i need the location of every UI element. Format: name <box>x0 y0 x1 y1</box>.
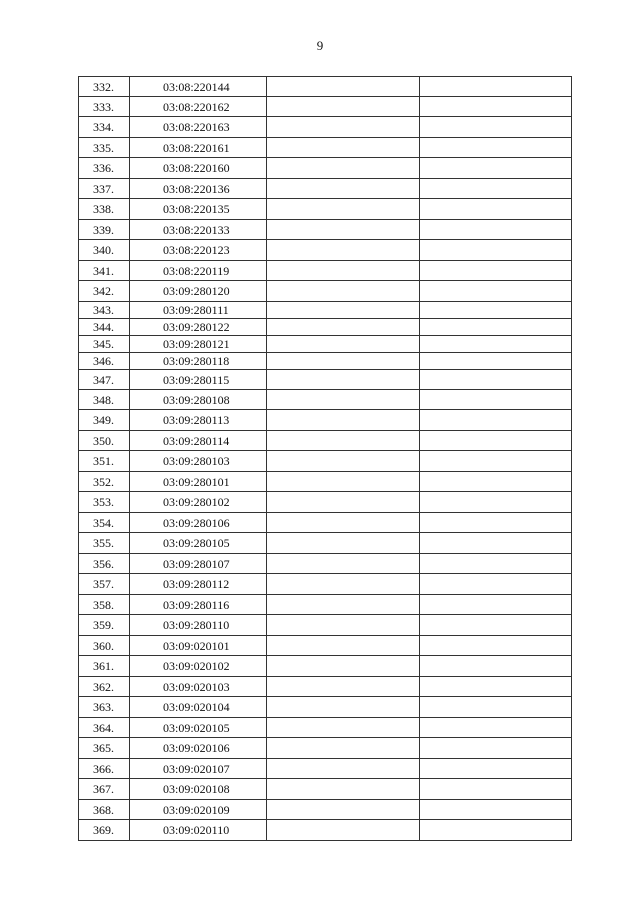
row-number-cell: 366. <box>79 759 130 779</box>
row-number-cell: 362. <box>79 677 130 697</box>
empty-cell <box>420 319 572 336</box>
empty-cell <box>420 677 572 697</box>
empty-cell <box>267 158 420 179</box>
empty-cell <box>420 431 572 451</box>
table-row <box>79 800 572 820</box>
table-row <box>79 117 572 138</box>
row-number-cell: 355. <box>79 533 130 554</box>
page-number: 9 <box>316 38 324 53</box>
empty-cell <box>267 319 420 336</box>
empty-cell <box>420 97 572 117</box>
table-row <box>79 595 572 615</box>
cadastral-code-cell: 03:09:020109 <box>130 800 267 820</box>
empty-cell <box>267 138 420 158</box>
empty-cell <box>420 533 572 554</box>
row-number-cell: 368. <box>79 800 130 820</box>
empty-cell <box>420 370 572 390</box>
row-number-cell: 353. <box>79 492 130 513</box>
row-number-cell: 363. <box>79 697 130 718</box>
row-number-cell: 351. <box>79 451 130 472</box>
empty-cell <box>267 179 420 199</box>
empty-cell <box>267 261 420 281</box>
row-number-cell: 342. <box>79 281 130 302</box>
empty-cell <box>420 759 572 779</box>
empty-cell <box>267 615 420 636</box>
cadastral-code-cell: 03:09:020110 <box>130 820 267 841</box>
table-row <box>79 77 572 97</box>
cadastral-code-cell: 03:08:220123 <box>130 240 267 261</box>
empty-cell <box>420 220 572 240</box>
empty-cell <box>420 336 572 353</box>
cadastral-code-cell: 03:09:280120 <box>130 281 267 302</box>
table-row <box>79 410 572 431</box>
cadastral-code-cell: 03:09:020106 <box>130 738 267 759</box>
empty-cell <box>420 138 572 158</box>
row-number-cell: 334. <box>79 117 130 138</box>
cadastral-code-cell: 03:09:020101 <box>130 636 267 656</box>
cadastral-code-cell: 03:09:020103 <box>130 677 267 697</box>
cadastral-code-cell: 03:09:280118 <box>130 353 267 370</box>
empty-cell <box>420 738 572 759</box>
empty-cell <box>267 718 420 738</box>
row-number-cell: 335. <box>79 138 130 158</box>
table-body <box>79 77 572 841</box>
row-number-cell: 344. <box>79 319 130 336</box>
row-number-cell: 345. <box>79 336 130 353</box>
empty-cell <box>420 410 572 431</box>
row-number-cell: 341. <box>79 261 130 281</box>
empty-cell <box>420 353 572 370</box>
cadastral-code-cell: 03:09:280111 <box>130 302 267 319</box>
cadastral-code-cell: 03:08:220160 <box>130 158 267 179</box>
empty-cell <box>267 451 420 472</box>
empty-cell <box>267 353 420 370</box>
empty-cell <box>420 117 572 138</box>
cadastre-table <box>78 76 572 841</box>
empty-cell <box>420 281 572 302</box>
cadastral-code-cell: 03:08:220135 <box>130 199 267 220</box>
row-number-cell: 338. <box>79 199 130 220</box>
table-row <box>79 390 572 410</box>
empty-cell <box>267 759 420 779</box>
row-number-cell: 336. <box>79 158 130 179</box>
row-number-cell: 357. <box>79 574 130 595</box>
empty-cell <box>420 261 572 281</box>
empty-cell <box>267 220 420 240</box>
table-row <box>79 820 572 841</box>
table-row <box>79 554 572 574</box>
empty-cell <box>267 554 420 574</box>
cadastral-code-cell: 03:08:220144 <box>130 77 267 97</box>
table-row <box>79 302 572 319</box>
table-row <box>79 779 572 800</box>
empty-cell <box>420 718 572 738</box>
empty-cell <box>267 336 420 353</box>
row-number-cell: 339. <box>79 220 130 240</box>
empty-cell <box>267 370 420 390</box>
cadastral-code-cell: 03:09:280105 <box>130 533 267 554</box>
table-row <box>79 220 572 240</box>
row-number-cell: 352. <box>79 472 130 492</box>
row-number-cell: 347. <box>79 370 130 390</box>
empty-cell <box>420 554 572 574</box>
empty-cell <box>267 199 420 220</box>
row-number-cell: 369. <box>79 820 130 841</box>
empty-cell <box>420 513 572 533</box>
table-row <box>79 513 572 533</box>
row-number-cell: 358. <box>79 595 130 615</box>
empty-cell <box>267 656 420 677</box>
row-number-cell: 340. <box>79 240 130 261</box>
row-number-cell: 359. <box>79 615 130 636</box>
empty-cell <box>267 820 420 841</box>
cadastral-code-cell: 03:08:220161 <box>130 138 267 158</box>
empty-cell <box>420 615 572 636</box>
empty-cell <box>267 97 420 117</box>
table-row <box>79 759 572 779</box>
empty-cell <box>267 779 420 800</box>
cadastral-code-cell: 03:08:220133 <box>130 220 267 240</box>
cadastral-code-cell: 03:09:280101 <box>130 472 267 492</box>
table-row <box>79 138 572 158</box>
cadastral-code-cell: 03:09:280112 <box>130 574 267 595</box>
row-number-cell: 348. <box>79 390 130 410</box>
table-row <box>79 636 572 656</box>
row-number-cell: 364. <box>79 718 130 738</box>
empty-cell <box>267 595 420 615</box>
table-row <box>79 319 572 336</box>
empty-cell <box>420 199 572 220</box>
cadastral-code-cell: 03:09:020108 <box>130 779 267 800</box>
empty-cell <box>420 451 572 472</box>
table-row <box>79 718 572 738</box>
table-row <box>79 574 572 595</box>
table-row <box>79 158 572 179</box>
table-row <box>79 179 572 199</box>
row-number-cell: 365. <box>79 738 130 759</box>
empty-cell <box>267 117 420 138</box>
table-row <box>79 431 572 451</box>
cadastral-code-cell: 03:09:280121 <box>130 336 267 353</box>
row-number-cell: 343. <box>79 302 130 319</box>
cadastral-code-cell: 03:09:280110 <box>130 615 267 636</box>
cadastral-code-cell: 03:09:280103 <box>130 451 267 472</box>
empty-cell <box>420 636 572 656</box>
empty-cell <box>267 513 420 533</box>
empty-cell <box>420 595 572 615</box>
empty-cell <box>420 302 572 319</box>
cadastral-code-cell: 03:09:280102 <box>130 492 267 513</box>
row-number-cell: 367. <box>79 779 130 800</box>
row-number-cell: 354. <box>79 513 130 533</box>
empty-cell <box>267 431 420 451</box>
row-number-cell: 346. <box>79 353 130 370</box>
table-row <box>79 656 572 677</box>
table-row <box>79 199 572 220</box>
table-row <box>79 472 572 492</box>
cadastral-code-cell: 03:09:280108 <box>130 390 267 410</box>
empty-cell <box>267 636 420 656</box>
empty-cell <box>267 302 420 319</box>
empty-cell <box>420 158 572 179</box>
empty-cell <box>267 472 420 492</box>
table-row <box>79 738 572 759</box>
cadastral-code-cell: 03:09:020104 <box>130 697 267 718</box>
cadastral-code-cell: 03:09:280114 <box>130 431 267 451</box>
empty-cell <box>267 77 420 97</box>
table-row <box>79 492 572 513</box>
table-row <box>79 615 572 636</box>
row-number-cell: 333. <box>79 97 130 117</box>
empty-cell <box>420 390 572 410</box>
table-row <box>79 336 572 353</box>
empty-cell <box>267 240 420 261</box>
table-row <box>79 697 572 718</box>
cadastral-code-cell: 03:08:220119 <box>130 261 267 281</box>
table-row <box>79 451 572 472</box>
row-number-cell: 332. <box>79 77 130 97</box>
row-number-cell: 356. <box>79 554 130 574</box>
cadastral-code-cell: 03:08:220162 <box>130 97 267 117</box>
cadastral-code-cell: 03:09:280106 <box>130 513 267 533</box>
row-number-cell: 350. <box>79 431 130 451</box>
empty-cell <box>420 77 572 97</box>
empty-cell <box>420 179 572 199</box>
empty-cell <box>420 656 572 677</box>
table-row <box>79 240 572 261</box>
cadastral-code-cell: 03:09:020105 <box>130 718 267 738</box>
empty-cell <box>267 281 420 302</box>
table-row <box>79 533 572 554</box>
cadastral-code-cell: 03:08:220163 <box>130 117 267 138</box>
table-row <box>79 97 572 117</box>
row-number-cell: 360. <box>79 636 130 656</box>
cadastral-code-cell: 03:09:280116 <box>130 595 267 615</box>
empty-cell <box>420 472 572 492</box>
table-row <box>79 370 572 390</box>
empty-cell <box>267 410 420 431</box>
empty-cell <box>420 779 572 800</box>
cadastral-code-cell: 03:08:220136 <box>130 179 267 199</box>
empty-cell <box>420 574 572 595</box>
empty-cell <box>267 697 420 718</box>
cadastral-code-cell: 03:09:280115 <box>130 370 267 390</box>
empty-cell <box>267 574 420 595</box>
empty-cell <box>267 738 420 759</box>
row-number-cell: 337. <box>79 179 130 199</box>
row-number-cell: 349. <box>79 410 130 431</box>
cadastral-code-cell: 03:09:280122 <box>130 319 267 336</box>
cadastral-code-cell: 03:09:280107 <box>130 554 267 574</box>
cadastral-code-cell: 03:09:020107 <box>130 759 267 779</box>
table-row <box>79 261 572 281</box>
empty-cell <box>420 492 572 513</box>
empty-cell <box>420 800 572 820</box>
empty-cell <box>420 240 572 261</box>
row-number-cell: 361. <box>79 656 130 677</box>
empty-cell <box>267 800 420 820</box>
empty-cell <box>420 820 572 841</box>
cadastral-code-cell: 03:09:020102 <box>130 656 267 677</box>
empty-cell <box>267 533 420 554</box>
empty-cell <box>267 390 420 410</box>
empty-cell <box>420 697 572 718</box>
table-row <box>79 353 572 370</box>
table-row <box>79 281 572 302</box>
empty-cell <box>267 677 420 697</box>
empty-cell <box>267 492 420 513</box>
cadastral-code-cell: 03:09:280113 <box>130 410 267 431</box>
table-row <box>79 677 572 697</box>
